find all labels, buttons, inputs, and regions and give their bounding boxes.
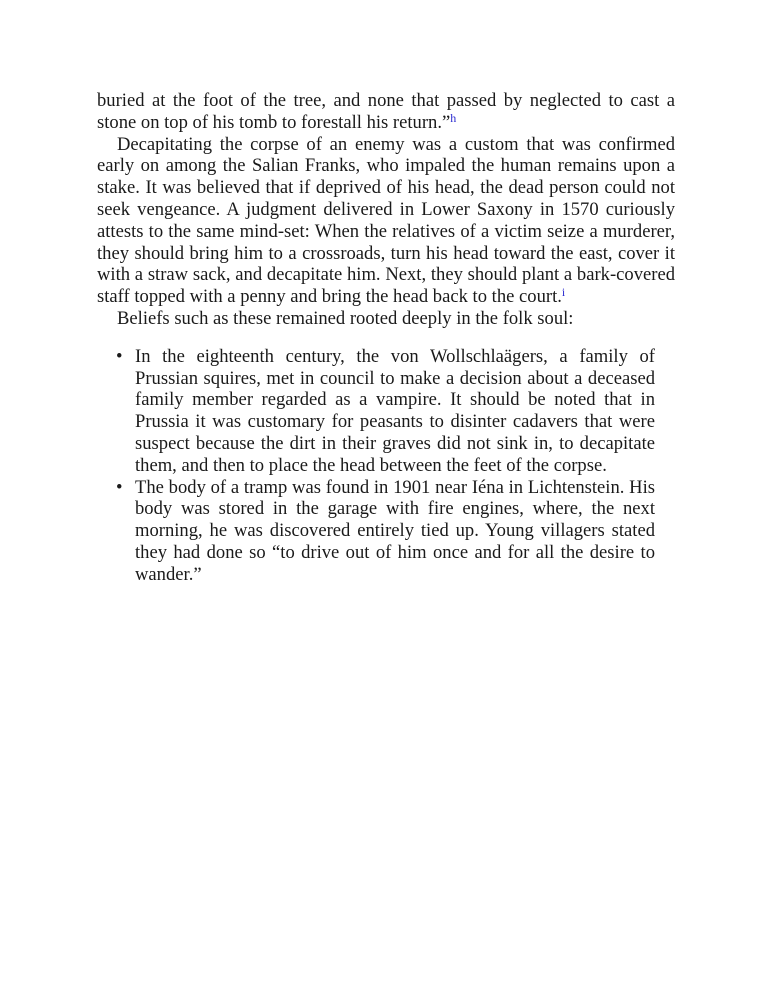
footnote-marker-h [450,111,456,125]
paragraph-3 [97,308,675,330]
paragraph-2-text: Decapitating the corpse of an enemy was a custom that was confirmed early on among the Salian Franks, who impaled the human remains upon a stake. It was believed that if deprived of his head, the dead person could not seek vengeance. A judgment delivered in Lower Saxony in 1570 curiously attests to the same mind-set: When the relatives of a victim seize a murderer, they should bring him to a crossroads, turn his head toward the east, cover it with a straw sack, and decapitate him. Next, they should plant a bark-covered staff topped with a penny and bring the head back to the court. [97,133,675,308]
footnote-link-i[interactable]: i [561,285,566,300]
bullet-icon: • [116,345,123,367]
bullet-item-1 [116,345,655,477]
document-page [97,90,675,586]
paragraph-3-text: Beliefs such as these remained rooted deeply in the folk soul: [117,307,574,329]
paragraph-2 [97,134,675,308]
bullet-item-2-text: The body of a tramp was found in 1901 near Iéna in Lichtenstein. His body was stored in the garage with fire engines, where, the next morning, he was discovered entirely tied up. Young villagers stated they had done so “to drive out of him once and for all the desire to wander.” [135,476,655,585]
footnote-marker-i [562,285,565,299]
paragraph-1-text: buried at the foot of the tree, and none that passed by neglected to cast a stone on top of his tomb to forestall his return.” [97,90,675,133]
paragraph-1 [97,90,675,134]
bullet-icon: • [116,476,123,498]
bullet-list [97,346,655,586]
bullet-item-2 [116,476,655,586]
footnote-link-h[interactable]: h [450,110,457,125]
bullet-item-1-text: In the eighteenth century, the von Wollschlaägers, a family of Prussian squires, met in council to make a decision about a deceased family member regarded as a vampire. It should be noted that in Prussia it was customary for peasants to disinter cadavers that were suspect because the dirt in their graves did not sink in, to decapitate them, and then to place the head between the feet of the corpse. [135,345,655,476]
